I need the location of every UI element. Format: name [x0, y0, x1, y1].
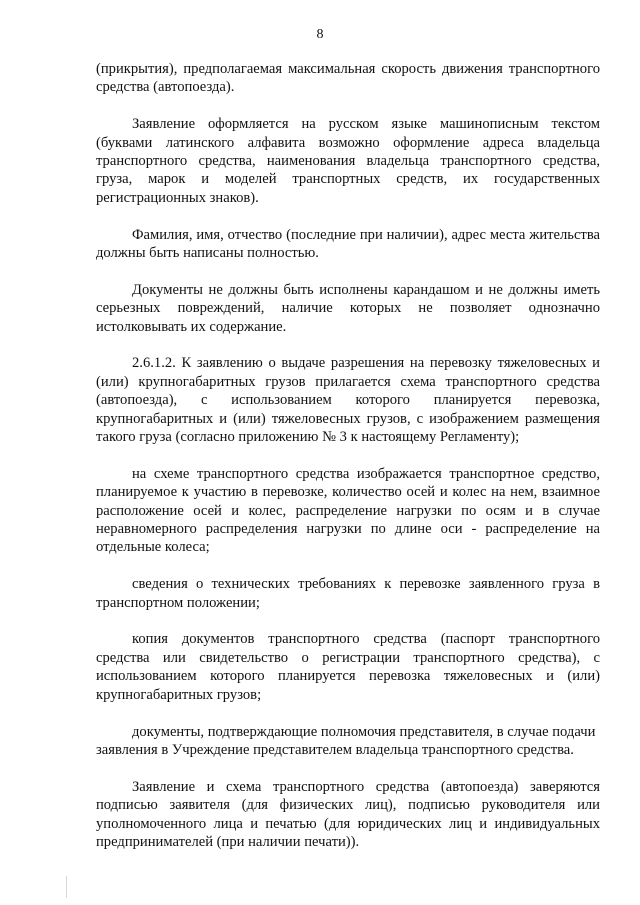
scan-artifact	[66, 876, 67, 898]
paragraph-4: Документы не должны быть исполнены карандашом и не должны иметь серьезных повреждений, наличие которых не позволяет однозначно истолковывать их содержание.	[96, 281, 600, 335]
paragraph-3: Фамилия, имя, отчество (последние при наличии), адрес места жительства должны быть написаны полностью.	[96, 226, 600, 262]
paragraph-8: копия документов транспортного средства (паспорт транспортного средства или свидетельство о регистрации транспортного средства), с использованием которого планируется перевозка тяжеловесных и (или) крупногабаритных грузов;	[96, 631, 600, 703]
paragraph-1: (прикрытия), предполагаемая максимальная скорость движения транспортного средства (автопоезда).	[96, 61, 600, 96]
paragraph-5: 2.6.1.2. К заявлению о выдаче разрешения на перевозку тяжеловесных и (или) крупногабаритных грузов прилагается схема транспортного средства (автопоезда), с использованием которого планируется перевозка, крупногабаритных и (или) тяжеловесных грузов, с изображением размещения такого груза (согласно приложению № 3 к настоящему Регламенту);	[96, 355, 600, 446]
page-number: 8	[316, 27, 324, 42]
document-body	[96, 60, 600, 870]
paragraph-7: сведения о технических требованиях к перевозке заявленного груза в транспортном положении;	[96, 576, 600, 611]
paragraph-9: документы, подтверждающие полномочия представителя, в случае подачи заявления в Учреждение представителем владельца транспортного средства.	[96, 723, 596, 758]
paragraph-10: Заявление и схема транспортного средства (автопоезда) заверяются подписью заявителя (для физических лиц), подписью руководителя или уполномоченного лица и печатью (для юридических лиц и индивидуальных предпринимателей (при наличии печати)).	[96, 778, 600, 850]
paragraph-2: Заявление оформляется на русском языке машинописным текстом (буквами латинского алфавита возможно оформление адреса владельца транспортного средства, наименования владельца транспортного средства, груза, марок и моделей транспортных средств, их государственных регистрационных знаков).	[96, 116, 600, 206]
paragraph-6: на схеме транспортного средства изображается транспортное средство, планируемое к участию в перевозке, количество осей и колес на нем, взаимное расположение осей и колес, распределение нагрузки по осям и в случае неравномерного распределения нагрузки по длине оси - распределение на отдельные колеса;	[96, 465, 600, 556]
